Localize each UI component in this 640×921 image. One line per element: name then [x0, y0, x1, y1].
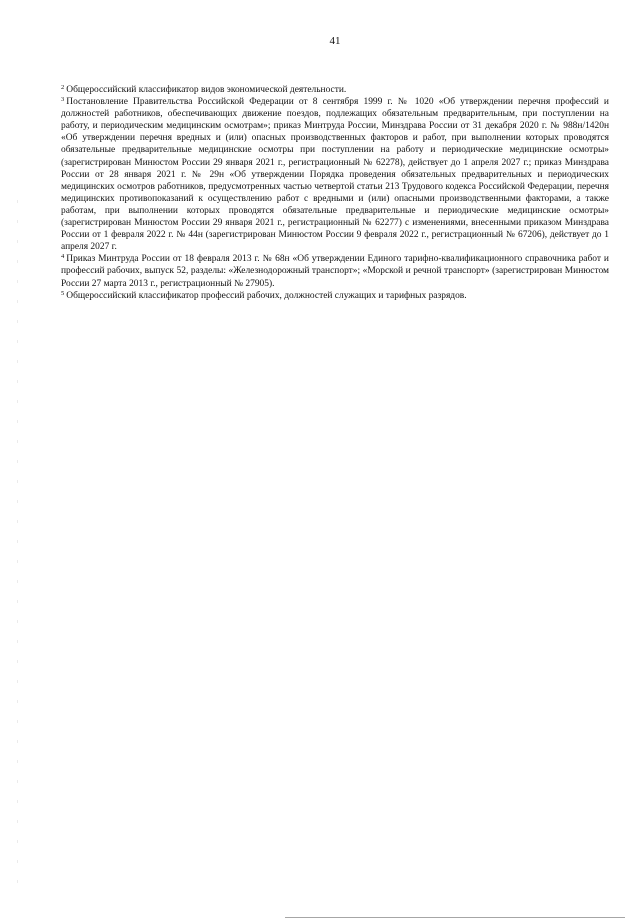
- footnote-4: [61, 253, 609, 289]
- footnote-3: [61, 96, 609, 253]
- scan-edge-artifact: [17, 200, 18, 900]
- footnote-5: [61, 290, 609, 302]
- footnote-marker: 4: [61, 253, 65, 261]
- page-number: 41: [329, 35, 341, 47]
- footnote-2: [61, 84, 609, 96]
- footnote-text: Приказ Минтруда России от 18 февраля 2013 г. № 68н «Об утверждении Единого тарифно-квалификационного справочника работ и профессий рабочих, выпуск 52, разделы: «Железнодорожный транспорт»; «Морской и речной транспорт» (зарегистрирован Минюстом России 27 марта 2013 г., регистрационный № 27905).: [61, 254, 609, 289]
- footnote-text: Постановление Правительства Российской Федерации от 8 сентября 1999 г. № 1020 «Об утверждении перечня профессий и должностей работников, обеспечивающих движение поездов, подлежащих обязательным предварительным, при поступлении на работу, и периодическим медицинским осмотрам»; приказ Минтруда России, Минздрава России от 31 декабря 2020 г. № 988н/1420н «Об утверждении перечня вредных и (или) опасных производственных факторов и работ, при выполнении которых проводятся обязательные предварительные медицинские осмотры при поступлении на работу и периодические медицинские осмотры» (зарегистрирован Минюстом России 29 января 2021 г., регистрационный № 62278), действует до 1 апреля 2027 г.; приказ Минздрава России от 28 января 2021 г. № 29н «Об утверждении Порядка проведения обязательных предварительных и периодических медицинских осмотров работников, предусмотренных частью четвертой статьи 213 Трудового кодекса Российской Федерации, перечня медицинских противопоказаний к осуществлению работ с вредными и (или) опасными производственными факторами, а также работам, при выполнении которых проводятся обязательные предварительные и периодические медицинские осмотры» (зарегистрирован Минюстом России 29 января 2021 г., регистрационный № 62277) с изменениями, внесенными приказом Минздрава России от 1 февраля 2022 г. № 44н (зарегистрирован Минюстом России 9 февраля 2022 г., регистрационный № 67206), действует до 1 апреля 2027 г.: [61, 97, 609, 253]
- scan-edge-line: [285, 917, 625, 918]
- footnote-marker: 5: [61, 289, 65, 297]
- footnote-text: Общероссийский классификатор профессий рабочих, должностей служащих и тарифных разрядов.: [66, 290, 467, 301]
- footnote-marker: 3: [61, 96, 65, 104]
- footnote-marker: 2: [61, 84, 65, 91]
- footnotes-section: [61, 84, 609, 302]
- footnote-text: Общероссийский классификатор видов экономической деятельности.: [66, 85, 347, 95]
